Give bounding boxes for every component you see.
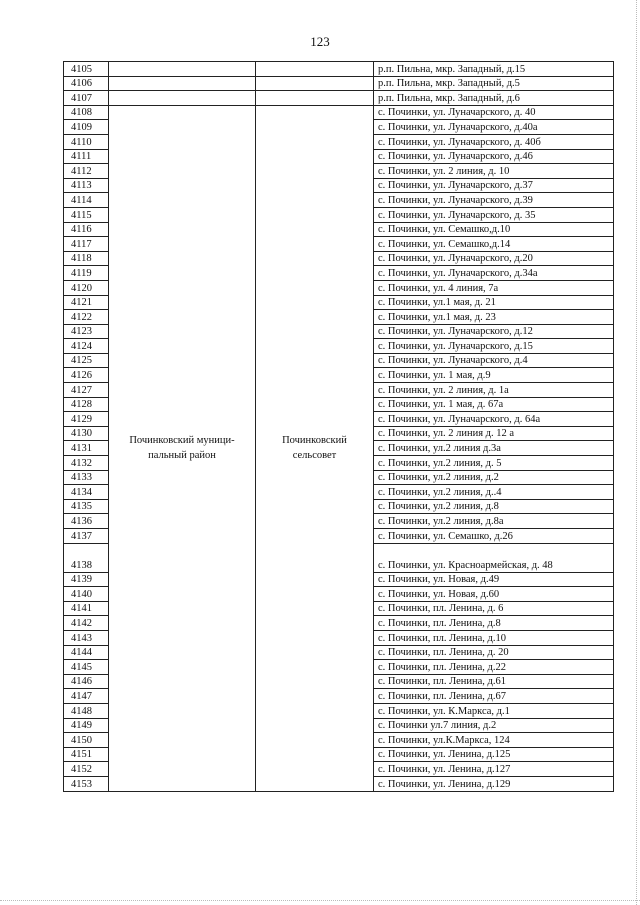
address-cell: р.п. Пильна, мкр. Западный, д.15 <box>374 62 614 77</box>
row-number: 4139 <box>64 572 109 587</box>
row-number: 4138 <box>64 543 109 572</box>
page-edge-bottom <box>0 899 640 901</box>
row-number: 4110 <box>64 134 109 149</box>
row-number: 4152 <box>64 762 109 777</box>
address-cell: с. Починки ул.7 линия, д.2 <box>374 718 614 733</box>
table-row <box>64 91 614 106</box>
row-number: 4132 <box>64 456 109 471</box>
address-cell: с. Починки, пл. Ленина, д.22 <box>374 660 614 675</box>
address-cell: с. Починки, ул.2 линия, д.2 <box>374 470 614 485</box>
row-number: 4145 <box>64 660 109 675</box>
address-cell: с. Починки, ул. Луначарского, д.20 <box>374 251 614 266</box>
address-cell: с. Починки, ул. Луначарского, д.12 <box>374 324 614 339</box>
address-cell: с. Починки, ул. Семашко,д.14 <box>374 237 614 252</box>
row-number: 4136 <box>64 514 109 529</box>
address-cell: с. Починки, ул. Ленина, д.127 <box>374 762 614 777</box>
address-cell: с. Починки, ул.2 линия, д.8а <box>374 514 614 529</box>
row-number: 4129 <box>64 412 109 427</box>
page-number: 123 <box>310 34 330 49</box>
address-cell: р.п. Пильна, мкр. Западный, д.6 <box>374 91 614 106</box>
address-cell: с. Починки, пл. Ленина, д.8 <box>374 616 614 631</box>
address-cell: с. Починки, пл. Ленина, д.67 <box>374 689 614 704</box>
row-number: 4128 <box>64 397 109 412</box>
district-cell-empty <box>109 76 256 91</box>
row-number: 4143 <box>64 630 109 645</box>
address-cell: с. Починки, ул. 2 линия, д. 1а <box>374 383 614 398</box>
address-cell: с. Починки, ул. Луначарского, д.39 <box>374 193 614 208</box>
row-number: 4151 <box>64 747 109 762</box>
address-cell: с. Починки, ул. Семашко,д.10 <box>374 222 614 237</box>
row-number: 4118 <box>64 251 109 266</box>
district-cell: Починковский муници- пальный район <box>109 105 256 791</box>
settlement-cell-empty <box>256 62 374 77</box>
address-cell: с. Починки, ул. 4 линия, 7а <box>374 280 614 295</box>
address-cell: с. Починки, пл. Ленина, д.61 <box>374 674 614 689</box>
address-cell: с. Починки, ул. Луначарского, д.4 <box>374 353 614 368</box>
row-number: 4108 <box>64 105 109 120</box>
row-number: 4126 <box>64 368 109 383</box>
address-cell: с. Починки, ул. Семашко, д.26 <box>374 529 614 544</box>
row-number: 4111 <box>64 149 109 164</box>
row-number: 4127 <box>64 383 109 398</box>
address-cell: с. Починки, ул. Ленина, д.129 <box>374 776 614 791</box>
row-number: 4119 <box>64 266 109 281</box>
table-row <box>64 105 614 120</box>
row-number: 4153 <box>64 776 109 791</box>
row-number: 4137 <box>64 529 109 544</box>
district-cell-empty <box>109 91 256 106</box>
address-cell: с. Починки, ул. Луначарского, д. 64а <box>374 412 614 427</box>
address-cell: с. Починки, ул.1 мая, д. 23 <box>374 310 614 325</box>
address-cell: с. Починки, ул. Луначарского, д.34а <box>374 266 614 281</box>
row-number: 4146 <box>64 674 109 689</box>
row-number: 4142 <box>64 616 109 631</box>
address-cell: с. Починки, ул.1 мая, д. 21 <box>374 295 614 310</box>
page-edge-right <box>635 0 637 905</box>
row-number: 4109 <box>64 120 109 135</box>
address-cell: с. Починки, ул. К.Маркса, д.1 <box>374 703 614 718</box>
address-cell: с. Починки, пл. Ленина, д.10 <box>374 630 614 645</box>
row-number: 4124 <box>64 339 109 354</box>
address-cell: с. Починки, ул. 2 линия, д. 10 <box>374 164 614 179</box>
address-cell: с. Починки, ул. 1 мая, д.9 <box>374 368 614 383</box>
address-cell: с. Починки, ул. Луначарского, д.40а <box>374 120 614 135</box>
address-cell: с. Починки, ул. Луначарского, д. 40 <box>374 105 614 120</box>
address-table <box>63 61 614 792</box>
address-cell: с. Починки, ул. Новая, д.60 <box>374 587 614 602</box>
row-number: 4116 <box>64 222 109 237</box>
address-cell: с. Починки, ул. Луначарского, д.46 <box>374 149 614 164</box>
address-cell: с. Починки, пл. Ленина, д. 20 <box>374 645 614 660</box>
address-table-body <box>64 62 614 792</box>
address-cell: с. Починки, ул. Луначарского, д.37 <box>374 178 614 193</box>
settlement-cell-empty <box>256 76 374 91</box>
address-cell: с. Починки, ул. Новая, д.49 <box>374 572 614 587</box>
address-cell: р.п. Пильна, мкр. Западный, д.5 <box>374 76 614 91</box>
row-number: 4149 <box>64 718 109 733</box>
row-number: 4117 <box>64 237 109 252</box>
address-cell: с. Починки, ул.2 линия д.3а <box>374 441 614 456</box>
row-number: 4106 <box>64 76 109 91</box>
row-number: 4133 <box>64 470 109 485</box>
row-number: 4120 <box>64 280 109 295</box>
row-number: 4114 <box>64 193 109 208</box>
row-number: 4140 <box>64 587 109 602</box>
row-number: 4122 <box>64 310 109 325</box>
address-cell: с. Починки, ул. Луначарского, д. 35 <box>374 207 614 222</box>
row-number: 4130 <box>64 426 109 441</box>
row-number: 4148 <box>64 703 109 718</box>
settlement-cell-empty <box>256 91 374 106</box>
row-number: 4107 <box>64 91 109 106</box>
row-number: 4141 <box>64 601 109 616</box>
settlement-cell: Починковский сельсовет <box>256 105 374 791</box>
address-cell: с. Починки, ул.2 линия, д..4 <box>374 485 614 500</box>
address-cell: с. Починки, ул. Луначарского, д. 40б <box>374 134 614 149</box>
row-number: 4112 <box>64 164 109 179</box>
row-number: 4147 <box>64 689 109 704</box>
district-cell-empty <box>109 62 256 77</box>
address-cell: с. Починки, ул. Ленина, д.125 <box>374 747 614 762</box>
address-cell: с. Починки, ул.2 линия, д.8 <box>374 499 614 514</box>
address-cell: с. Починки, ул. 1 мая, д. 67а <box>374 397 614 412</box>
address-cell: с. Починки, ул. Луначарского, д.15 <box>374 339 614 354</box>
row-number: 4150 <box>64 733 109 748</box>
row-number: 4131 <box>64 441 109 456</box>
row-number: 4135 <box>64 499 109 514</box>
row-number: 4125 <box>64 353 109 368</box>
address-cell: с. Починки, ул.К.Маркса, 124 <box>374 733 614 748</box>
row-number: 4115 <box>64 207 109 222</box>
row-number: 4144 <box>64 645 109 660</box>
address-cell: с. Починки, ул. 2 линия д. 12 а <box>374 426 614 441</box>
row-number: 4123 <box>64 324 109 339</box>
row-number: 4113 <box>64 178 109 193</box>
address-cell: с. Починки, пл. Ленина, д. 6 <box>374 601 614 616</box>
row-number: 4105 <box>64 62 109 77</box>
table-row <box>64 76 614 91</box>
row-number: 4121 <box>64 295 109 310</box>
address-cell: с. Починки, ул. Красноармейская, д. 48 <box>374 543 614 572</box>
address-cell: с. Починки, ул.2 линия, д. 5 <box>374 456 614 471</box>
row-number: 4134 <box>64 485 109 500</box>
table-row <box>64 62 614 77</box>
